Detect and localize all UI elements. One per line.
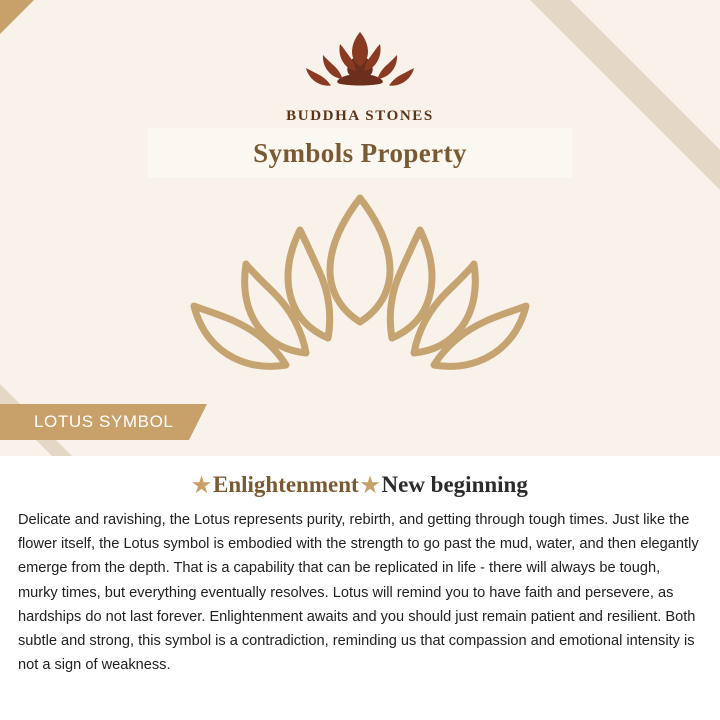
brand-name: BUDDHA STONES: [286, 108, 434, 124]
description-paragraph: Delicate and ravishing, the Lotus represents purity, rebirth, and getting through tough times. Just like the flower itself, the Lotus symbol is embodied with the strength to go past the mud, water, and then elegantly emerge from the depth. That is a capability that can be replicated in life - there will always be tough, murky times, but everything eventually resolves. Lotus will remind you to have faith and persevere, as hardships do not last forever. Enlightenment awaits and you should just remain patient and resilient. Both subtle and strong, this symbol is a contradiction, reminding us that compassion and emotional intensity is not a sign of weakness.: [18, 512, 699, 674]
headline-part-one: Enlightenment: [212, 472, 359, 497]
star-icon-left: ★: [192, 472, 211, 497]
title-banner: [148, 128, 572, 178]
symbol-tag: [0, 404, 189, 440]
description-panel: [0, 456, 720, 720]
lotus-flower-icon: [150, 186, 570, 406]
lotus-meditation-figure-icon: [278, 24, 442, 104]
brand-block: [0, 24, 720, 125]
headline-part-two: New beginning: [381, 472, 528, 497]
headline: [0, 472, 720, 498]
page-title: Symbols Property: [253, 137, 467, 168]
star-icon-middle: ★: [360, 472, 380, 497]
symbol-tag-label: LOTUS SYMBOL: [34, 412, 174, 431]
